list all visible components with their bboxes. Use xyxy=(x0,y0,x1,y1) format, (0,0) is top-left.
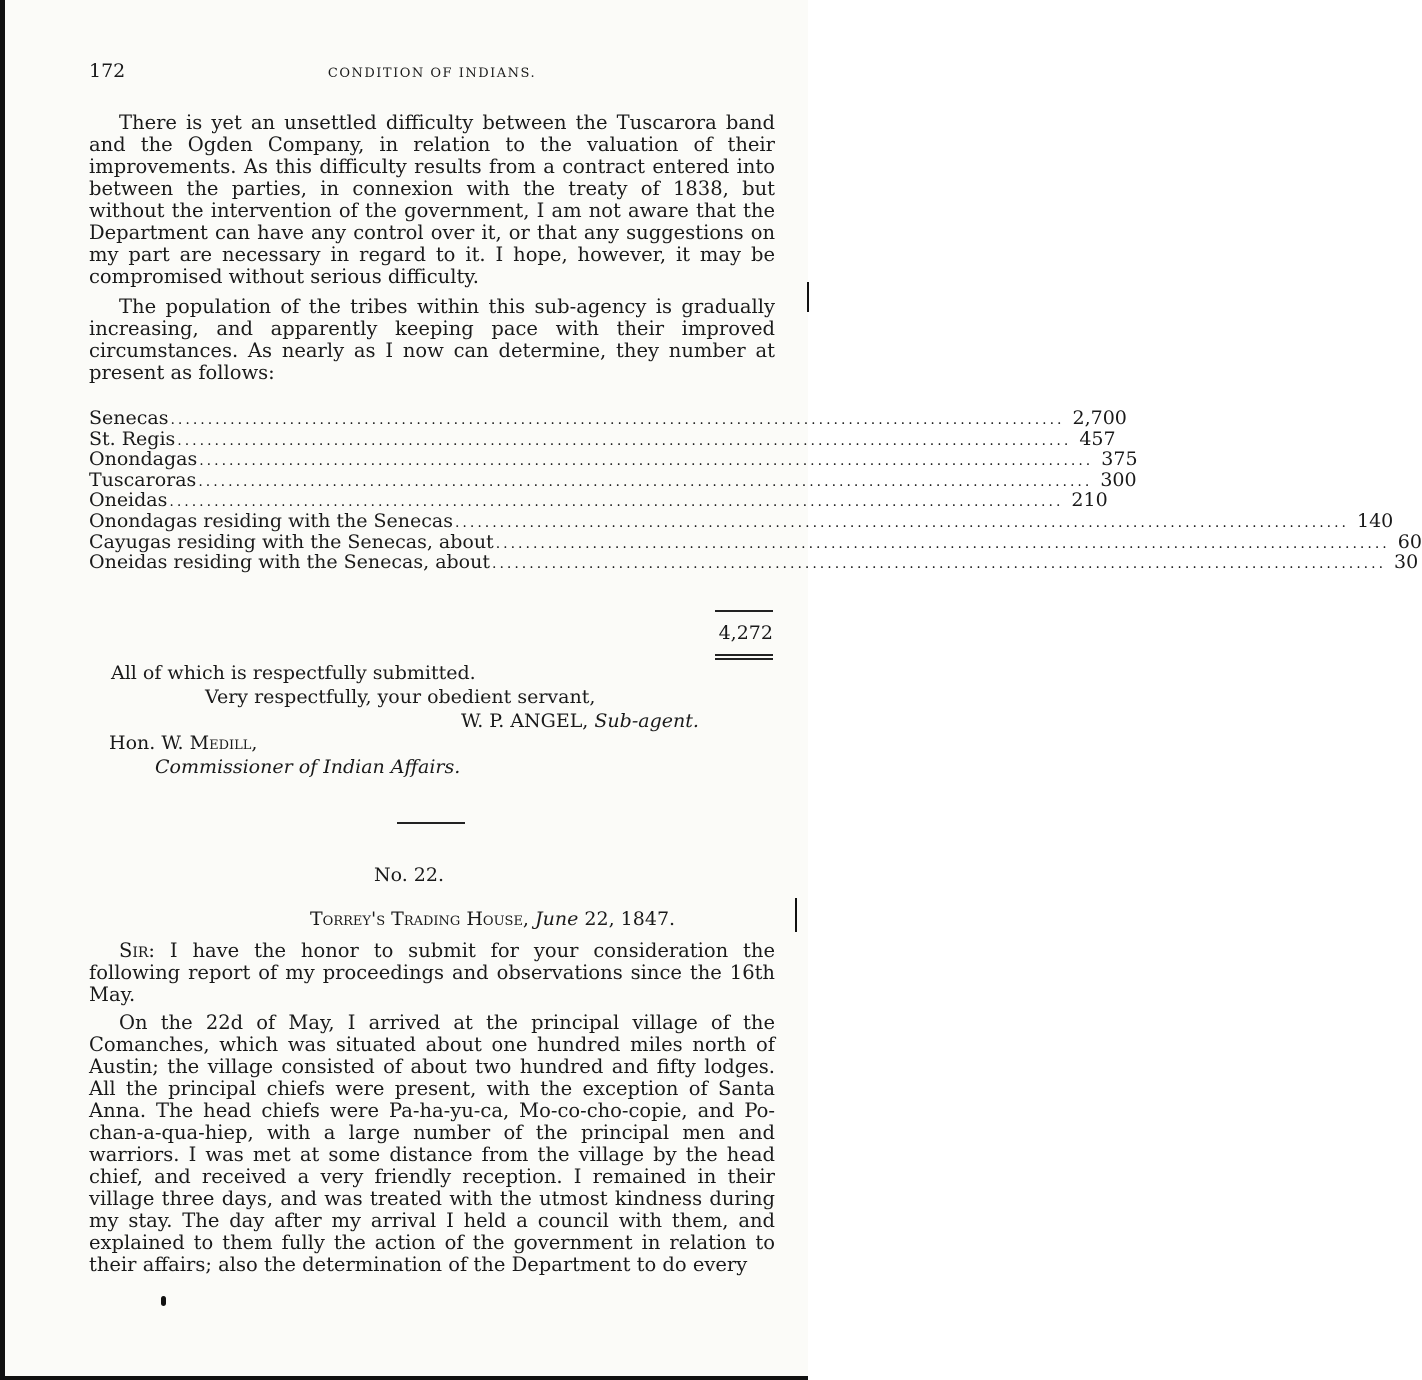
tribe-name: Cayugas residing with the Senecas, about xyxy=(89,530,494,553)
signature-line xyxy=(461,710,699,732)
leader-dots: ........................................................................................................................ xyxy=(199,453,1094,470)
signer-name: W. P. ANGEL, xyxy=(461,710,589,732)
leader-dots: ........................................................................................................................ xyxy=(170,412,1065,428)
leader-dots: ........................................................................................................................ xyxy=(454,514,1349,531)
leader-dots: ........................................................................................................................ xyxy=(177,432,1072,449)
margin-mark xyxy=(795,898,797,932)
letter-salutation: Sir: xyxy=(119,939,155,962)
tribe-count: 457 xyxy=(1079,427,1116,450)
closing-submitted: All of which is respectfully submitted. xyxy=(111,662,476,684)
leader-dots: ........................................................................................................................ xyxy=(198,473,1093,490)
table-row xyxy=(89,468,1137,491)
letter-date-month: June xyxy=(535,908,579,930)
tribe-count: 60 xyxy=(1397,530,1422,553)
total-rule xyxy=(715,610,773,612)
tribe-count: 140 xyxy=(1357,509,1394,532)
body-paragraph-2: The population of the tribes within this sub-agency is gradually increasing, and apparently keeping pace with their improved circumstances. As nearly as I now can determine, they number at present as follows: xyxy=(89,295,775,384)
population-table xyxy=(89,407,1422,574)
tribe-count: 2,700 xyxy=(1072,407,1127,429)
table-row xyxy=(89,448,1138,471)
table-row xyxy=(89,489,1108,512)
letter-date-rest: 22, 1847. xyxy=(584,908,676,930)
section-separator xyxy=(397,822,465,824)
running-head: CONDITION OF INDIANS. xyxy=(327,66,537,81)
letter-paragraph-2: On the 22d of May, I arrived at the principal village of the Comanches, which was situated about one hundred miles north of Austin; the village consisted of about two hundred and fifty lodges. All the principal chiefs were present, with the exception of Santa Anna. The head chiefs were Pa-ha-yu-ca, Mo-co-cho-copie, and Po-chan-a-qua-hiep, with a large number of the principal men and warriors. I was met at some distance from the village by the head chief, and received a very friendly reception. I remained in their village three days, and was treated with the utmost kindness during my stay. The day after my arrival I held a council with them, and explained to them fully the action of the government in relation to their affairs; also the determination of the Department to do every xyxy=(89,1011,775,1276)
table-row xyxy=(89,551,1419,574)
tribe-count: 300 xyxy=(1100,468,1137,491)
table-row xyxy=(89,407,1127,429)
letter-dateline xyxy=(310,908,675,930)
tribe-name: Tuscaroras xyxy=(89,468,197,491)
letter-number: No. 22. xyxy=(373,864,445,886)
letter-paragraph-1-text: I have the honor to submit for your consideration the following report of my proceedings and observations since the 16th May. xyxy=(89,939,775,1006)
tribe-name: St. Regis xyxy=(89,427,176,450)
tribe-name: Oneidas xyxy=(89,489,168,512)
table-row xyxy=(89,530,1422,553)
page-header xyxy=(89,60,775,90)
addressee-surname: Medill, xyxy=(189,732,258,754)
tribe-name: Oneidas residing with the Senecas, about xyxy=(89,551,490,574)
table-row xyxy=(89,427,1116,450)
tribe-name: Onondagas residing with the Senecas xyxy=(89,509,453,532)
tribe-count: 210 xyxy=(1071,489,1108,512)
leader-dots: ........................................................................................................................ xyxy=(492,556,1387,573)
population-total: 4,272 xyxy=(718,622,773,644)
letter-place: Torrey's Trading House, xyxy=(310,908,529,930)
page-number: 172 xyxy=(89,60,126,82)
letter-paragraph-1 xyxy=(89,940,775,1006)
tribe-count: 375 xyxy=(1101,448,1138,471)
leader-dots: ........................................................................................................................ xyxy=(495,535,1390,552)
tribe-name: Onondagas xyxy=(89,448,198,471)
table-row xyxy=(89,509,1394,532)
addressee-line xyxy=(109,732,257,754)
total-double-rule xyxy=(715,654,773,660)
margin-mark xyxy=(807,282,809,312)
tribe-count: 30 xyxy=(1394,551,1419,574)
addressee-title: Commissioner of Indian Affairs. xyxy=(155,756,461,778)
body-paragraph-1: There is yet an unsettled difficulty between the Tuscarora band and the Ogden Company, in relation to the valuation of their improvements. As this difficulty results from a contract entered into between the parties, in connexion with the treaty of 1838, but without the intervention of the government, I am not aware that the Department can have any control over it, or that any suggestions on my part are necessary in regard to it. I hope, however, it may be compromised without serious difficulty. xyxy=(89,111,775,288)
leader-dots: ........................................................................................................................ xyxy=(169,494,1064,511)
signer-title: Sub-agent. xyxy=(594,710,699,732)
addressee-prefix: Hon. W. xyxy=(109,732,184,754)
tribe-name: Senecas xyxy=(89,407,169,429)
ink-spot xyxy=(161,1296,166,1306)
closing-valediction: Very respectfully, your obedient servant, xyxy=(205,686,596,708)
